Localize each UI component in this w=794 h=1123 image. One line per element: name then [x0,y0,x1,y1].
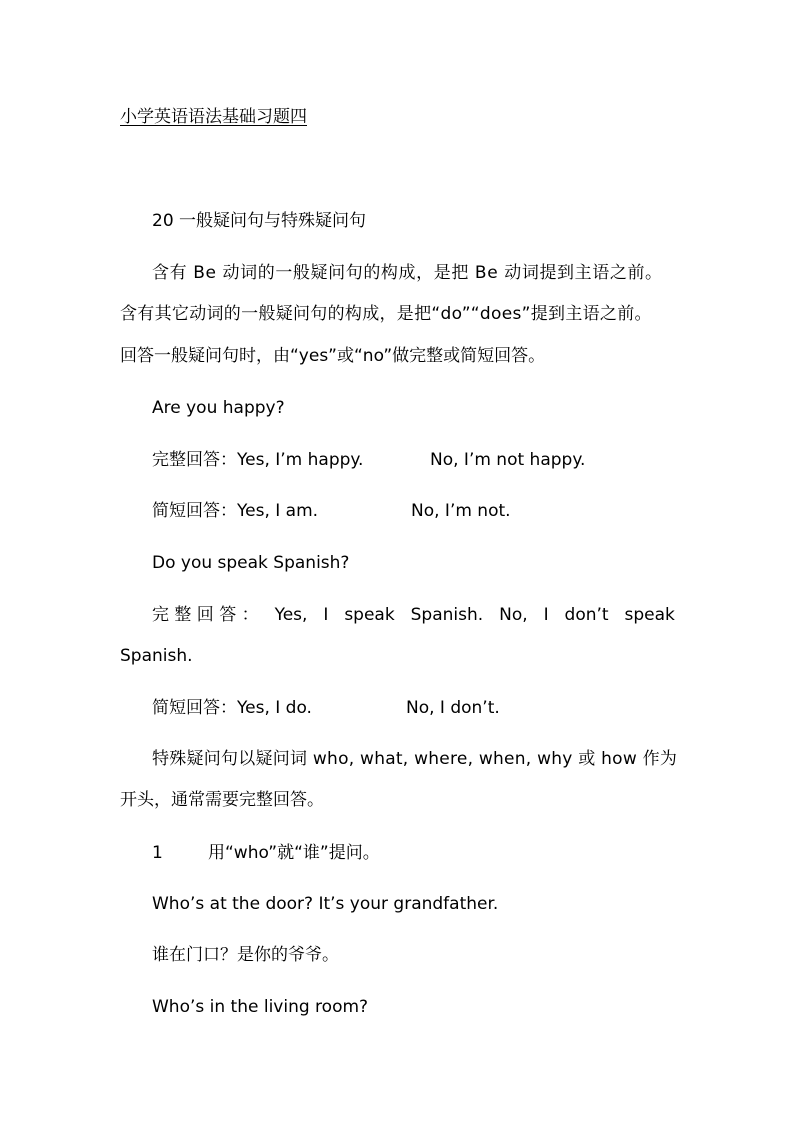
short-answer-yes: Yes, I do. [237,698,312,718]
example1-full-answer-yes [152,449,363,471]
word: Yes, [274,605,308,625]
intro-line-3: 回答一般疑问句时，由“yes”或“no”做完整或简短回答。 [120,346,546,366]
special-question-line-2: 开头，通常需要完整回答。 [120,790,324,810]
short-answer-yes: Yes, I am. [237,501,319,521]
example2-full-answer-wrap: Spanish. [120,646,193,666]
example1-full-answer-no: No, I’m not happy. [430,450,586,470]
word: speak [344,605,395,625]
example1-question: Are you happy? [152,398,285,418]
short-answer-label: 简短回答： [152,501,237,521]
full-answer-yes: Yes, I’m happy. [237,450,364,470]
item1-heading: 用“who”就“谁”提问。 [208,843,380,863]
short-answer-label: 简短回答： [152,698,237,718]
intro-line-1 [152,262,675,284]
example1-short-answer-no: No, I’m not. [411,501,511,521]
example1-short-answer-yes [152,500,318,522]
intro-line-2: 含有其它动词的一般疑问句的构成，是把“do”“does”提到主语之前。 [120,304,652,324]
item1-number: 1 [152,843,163,863]
full-answer-label-spaced: 完 整 回 答 ： [152,605,259,625]
full-answer-label: 完整回答： [152,450,237,470]
page-title: 小学英语语法基础习题四 [120,107,307,127]
intro-line-1-text: 含有 Be 动词的一般疑问句的构成，是把 Be 动词提到主语之前。 [152,263,663,283]
word: I [323,605,329,625]
section-heading: 20 一般疑问句与特殊疑问句 [152,211,367,231]
word: Spanish. [410,605,484,625]
example2-short-answer-no: No, I don’t. [406,698,500,718]
special-question-line-1: 特殊疑问句以疑问词 who, what, where, when, why 或 how 作为 [152,749,678,769]
word: No, [499,605,528,625]
word: speak [624,605,675,625]
example2-question: Do you speak Spanish? [152,553,350,573]
item1-example-en: Who’s at the door? It’s your grandfather. [152,894,499,914]
item1-example2-en: Who’s in the living room? [152,997,369,1017]
item1-example-cn: 谁在门口？是你的爷爷。 [152,945,339,965]
word: don’t [564,605,609,625]
word: I [543,605,549,625]
example2-short-answer-yes [152,697,312,719]
example2-full-answer-line [152,604,675,626]
